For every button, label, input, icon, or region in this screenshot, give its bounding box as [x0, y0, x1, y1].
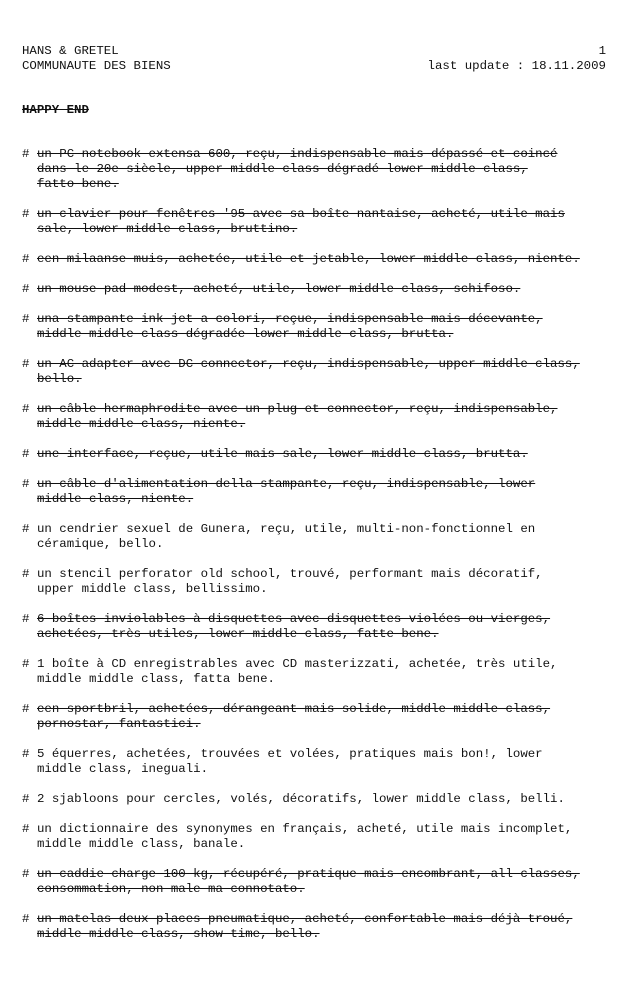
- list-item-text: [37, 567, 618, 597]
- bullet-mark: #: [22, 252, 30, 266]
- list-item-text: [37, 612, 618, 642]
- list-item-line: pornostar, fantastici.: [37, 717, 201, 731]
- list-item-line: upper middle class, bellissimo.: [37, 582, 268, 596]
- list-item-line: un matelas deux places pneumatique, acheté, confortable mais déjà troué,: [37, 912, 573, 926]
- list-item-text: [37, 657, 618, 687]
- list-item-text: [37, 702, 618, 732]
- bullet-mark: #: [22, 567, 30, 581]
- list-item-text: [37, 522, 618, 552]
- bullet-mark: #: [22, 522, 30, 536]
- list-item-text: [37, 147, 618, 192]
- list-item-text: [37, 282, 618, 297]
- bullet-mark: #: [22, 612, 30, 626]
- bullet-mark: #: [22, 657, 30, 671]
- list-item-line: un AC adapter avec DC connector, reçu, indispensable, upper middle class,: [37, 357, 580, 371]
- bullet-mark: #: [22, 747, 30, 761]
- list-item: [22, 657, 618, 687]
- list-item-line: middle middle class, niente.: [37, 417, 246, 431]
- list-item-text: [37, 447, 618, 462]
- list-item-line: middle middle class, banale.: [37, 837, 246, 851]
- bullet-mark: #: [22, 822, 30, 836]
- bullet-mark: #: [22, 207, 30, 221]
- list-item-text: [37, 477, 618, 507]
- bullet-mark: #: [22, 402, 30, 416]
- list-item-text: [37, 867, 618, 897]
- list-item: [22, 702, 618, 732]
- list-item-text: [37, 822, 618, 852]
- document-subtitle: COMMUNAUTE DES BIENS: [22, 59, 171, 73]
- bullet-mark: #: [22, 447, 30, 461]
- list-item-line: middle middle class, show time, bello.: [37, 927, 320, 941]
- list-item: [22, 312, 618, 342]
- inventory-list: [22, 147, 618, 957]
- list-item-line: un mouse pad modest, acheté, utile, lower middle class, schifoso.: [37, 282, 521, 296]
- list-item-text: [37, 402, 618, 432]
- list-item: [22, 912, 618, 942]
- list-item: [22, 612, 618, 642]
- list-item-text: [37, 207, 618, 237]
- list-item-line: middle class, niente.: [37, 492, 194, 506]
- last-update: last update : 18.11.2009: [427, 59, 606, 73]
- list-item-line: un PC notebook extensa 600, reçu, indispensable mais dépassé et coincé: [37, 147, 558, 161]
- list-item-line: un caddie charge 100 kg, récupéré, pratique mais encombrant, all classes,: [37, 867, 580, 881]
- list-item-text: [37, 252, 618, 267]
- document-title: HANS & GRETEL: [22, 44, 119, 58]
- section-title: HAPPY END: [22, 103, 89, 117]
- bullet-mark: #: [22, 312, 30, 326]
- bullet-mark: #: [22, 867, 30, 881]
- list-item: [22, 522, 618, 552]
- list-item-line: middle middle class, fatta bene.: [37, 672, 275, 686]
- bullet-mark: #: [22, 357, 30, 371]
- list-item: [22, 477, 618, 507]
- list-item: [22, 207, 618, 237]
- list-item: [22, 567, 618, 597]
- list-item-line: middle class, ineguali.: [37, 762, 209, 776]
- list-item-line: céramique, bello.: [37, 537, 164, 551]
- list-item: [22, 867, 618, 897]
- list-item: [22, 252, 618, 267]
- list-item-line: un câble hermaphrodite avec un plug et connector, reçu, indispensable,: [37, 402, 558, 416]
- list-item-text: [37, 312, 618, 342]
- list-item-line: consommation, non male ma connotato.: [37, 882, 305, 896]
- list-item-line: een milaanse muis, achetée, utile et jetable, lower middle class, niente.: [37, 252, 580, 266]
- list-item-line: 6 boîtes inviolables à disquettes avec disquettes violées ou vierges,: [37, 612, 551, 626]
- list-item-line: un clavier pour fenêtres '95 avec sa boîte nantaise, acheté, utile mais: [37, 207, 565, 221]
- list-item: [22, 402, 618, 432]
- list-item: [22, 822, 618, 852]
- list-item-line: un stencil perforator old school, trouvé, performant mais décoratif,: [37, 567, 543, 581]
- list-item: [22, 147, 618, 192]
- list-item: [22, 282, 618, 297]
- list-item-line: 2 sjabloons pour cercles, volés, décoratifs, lower middle class, belli.: [37, 792, 565, 806]
- list-item-text: [37, 912, 618, 942]
- list-item-line: un cendrier sexuel de Gunera, reçu, utile, multi-non-fonctionnel en: [37, 522, 536, 536]
- list-item-line: une interface, reçue, utile mais sale, lower middle class, brutta.: [37, 447, 528, 461]
- list-item-text: [37, 747, 618, 777]
- list-item-line: 5 équerres, achetées, trouvées et volées, pratiques mais bon!, lower: [37, 747, 543, 761]
- bullet-mark: #: [22, 912, 30, 926]
- list-item-line: dans le 20e siècle, upper middle class dégradé lower middle class,: [37, 162, 528, 176]
- bullet-mark: #: [22, 282, 30, 296]
- list-item-line: un câble d'alimentation della stampante, reçu, indispensable, lower: [37, 477, 536, 491]
- bullet-mark: #: [22, 147, 30, 161]
- list-item-text: [37, 357, 618, 387]
- list-item-line: bello.: [37, 372, 82, 386]
- list-item-line: middle middle class dégradée lower middle class, brutta.: [37, 327, 454, 341]
- list-item-line: achetées, très utiles, lower middle class, fatte bene.: [37, 627, 439, 641]
- page-number: 1: [598, 44, 606, 58]
- list-item-line: 1 boîte à CD enregistrables avec CD masterizzati, achetée, très utile,: [37, 657, 558, 671]
- list-item-line: sale, lower middle class, bruttino.: [37, 222, 298, 236]
- list-item-line: una stampante ink jet a colori, reçue, indispensable mais décevante,: [37, 312, 543, 326]
- bullet-mark: #: [22, 477, 30, 491]
- list-item: [22, 747, 618, 777]
- list-item: [22, 357, 618, 387]
- list-item: [22, 447, 618, 462]
- list-item-line: un dictionnaire des synonymes en français, acheté, utile mais incomplet,: [37, 822, 573, 836]
- list-item-text: [37, 792, 618, 807]
- bullet-mark: #: [22, 702, 30, 716]
- list-item-line: fatto bene.: [37, 177, 119, 191]
- list-item-line: een sportbril, achetées, dérangeant mais solide, middle middle class,: [37, 702, 551, 716]
- bullet-mark: #: [22, 792, 30, 806]
- list-item: [22, 792, 618, 807]
